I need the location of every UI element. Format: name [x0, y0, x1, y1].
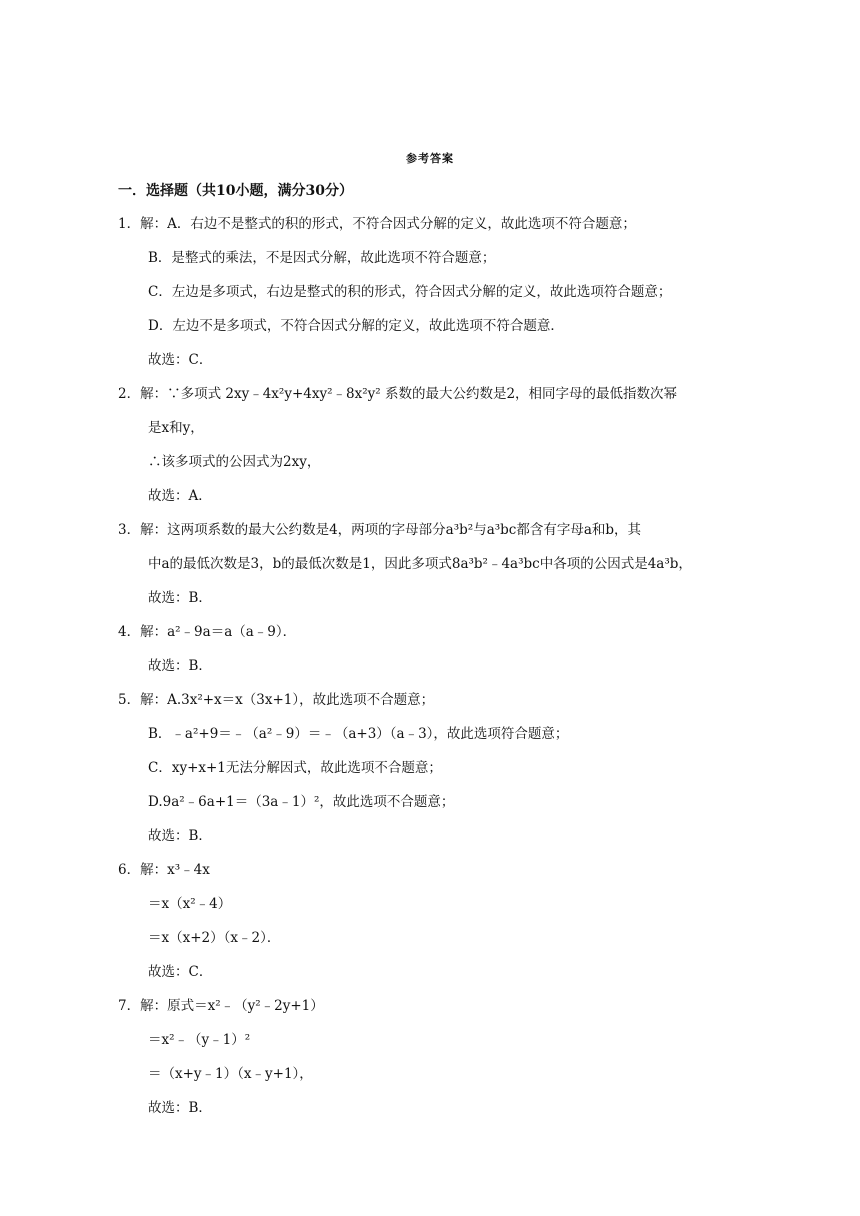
q3-line1: 解：这两项系数的最大公约数是4，两项的字母部分a³b²与a³bc都含有字母a和b，其 — [140, 522, 642, 538]
q2-line2: 是x和y， — [148, 420, 204, 436]
q7-number: 7． — [118, 998, 141, 1014]
q5-number: 5． — [118, 692, 141, 708]
q4-line — [118, 622, 296, 642]
q3-line — [118, 520, 641, 540]
q1-option-d: D．左边不是多项式，不符合因式分解的定义，故此选项不符合题意． — [148, 318, 564, 334]
q1-option-c: C．左边是多项式，右边是整式的积的形式，符合因式分解的定义，故此选项符合题意； — [148, 284, 672, 300]
section-heading: 一．选择题（共10小题，满分30分） — [118, 183, 353, 199]
q1-choice: 故选：C． — [148, 352, 213, 368]
q5-line — [118, 690, 434, 710]
q7-line1: 解：原式＝x²﹣（y²﹣2y+1） — [140, 998, 324, 1014]
q5-choice: 故选：B． — [148, 828, 212, 844]
q5-option-b: B．﹣a²+9＝﹣（a²﹣9）＝﹣（a+3）（a﹣3），故此选项符合题意； — [148, 726, 569, 742]
q6-line — [118, 860, 210, 880]
q1-option-b: B．是整式的乘法，不是因式分解，故此选项不符合题意； — [148, 250, 496, 266]
q2-line1-post: 系数的最大公约数是2，相同字母的最低指数次幂 — [384, 386, 678, 402]
q1-number: 1． — [118, 216, 141, 232]
q6-line3: ＝x（x+2）（x﹣2）． — [148, 930, 281, 946]
q2-line1-pre: 解：∵多项式 — [140, 386, 222, 402]
q1-line — [118, 214, 636, 234]
q3-line2: 中a的最低次数是3，b的最低次数是1，因此多项式8a³b²﹣4a³bc中各项的公因式是4a³b， — [148, 556, 692, 572]
q4-line1: 解：a²﹣9a＝a（a﹣9）． — [140, 624, 297, 640]
q2-line3: ∴该多项式的公因式为2xy， — [148, 454, 321, 470]
q2-choice: 故选：A． — [148, 488, 212, 504]
q2-expression: 2xy﹣4x²y+4xy²﹣8x²y² — [225, 386, 381, 402]
q5-option-d: D.9a²﹣6a+1＝（3a﹣1）²，故此选项不合题意； — [148, 794, 455, 810]
q6-line2: ＝x（x²﹣4） — [148, 896, 232, 912]
q7-line3: ＝（x+y﹣1）（x﹣y+1）， — [148, 1066, 313, 1082]
q2-number: 2． — [118, 386, 141, 402]
q3-number: 3． — [118, 522, 141, 538]
q6-number: 6． — [118, 862, 141, 878]
q5-option-c: C．xy+x+1无法分解因式，故此选项不合题意； — [148, 760, 442, 776]
q7-choice: 故选：B． — [148, 1100, 212, 1116]
q4-number: 4． — [118, 624, 141, 640]
q3-choice: 故选：B． — [148, 590, 212, 606]
q6-choice: 故选：C． — [148, 964, 213, 980]
q2-line — [118, 384, 677, 404]
q5-option-a: 解：A.3x²+x＝x（3x+1），故此选项不合题意； — [140, 692, 435, 708]
q6-line1: 解：x³﹣4x — [140, 862, 210, 878]
q7-line — [118, 996, 324, 1016]
q4-choice: 故选：B． — [148, 658, 212, 674]
q1-option-a: 解：A．右边不是整式的积的形式，不符合因式分解的定义，故此选项不符合题意； — [140, 216, 636, 232]
page-title: 参考答案 — [406, 152, 454, 165]
q7-line2: ＝x²﹣（y﹣1）² — [148, 1032, 251, 1048]
